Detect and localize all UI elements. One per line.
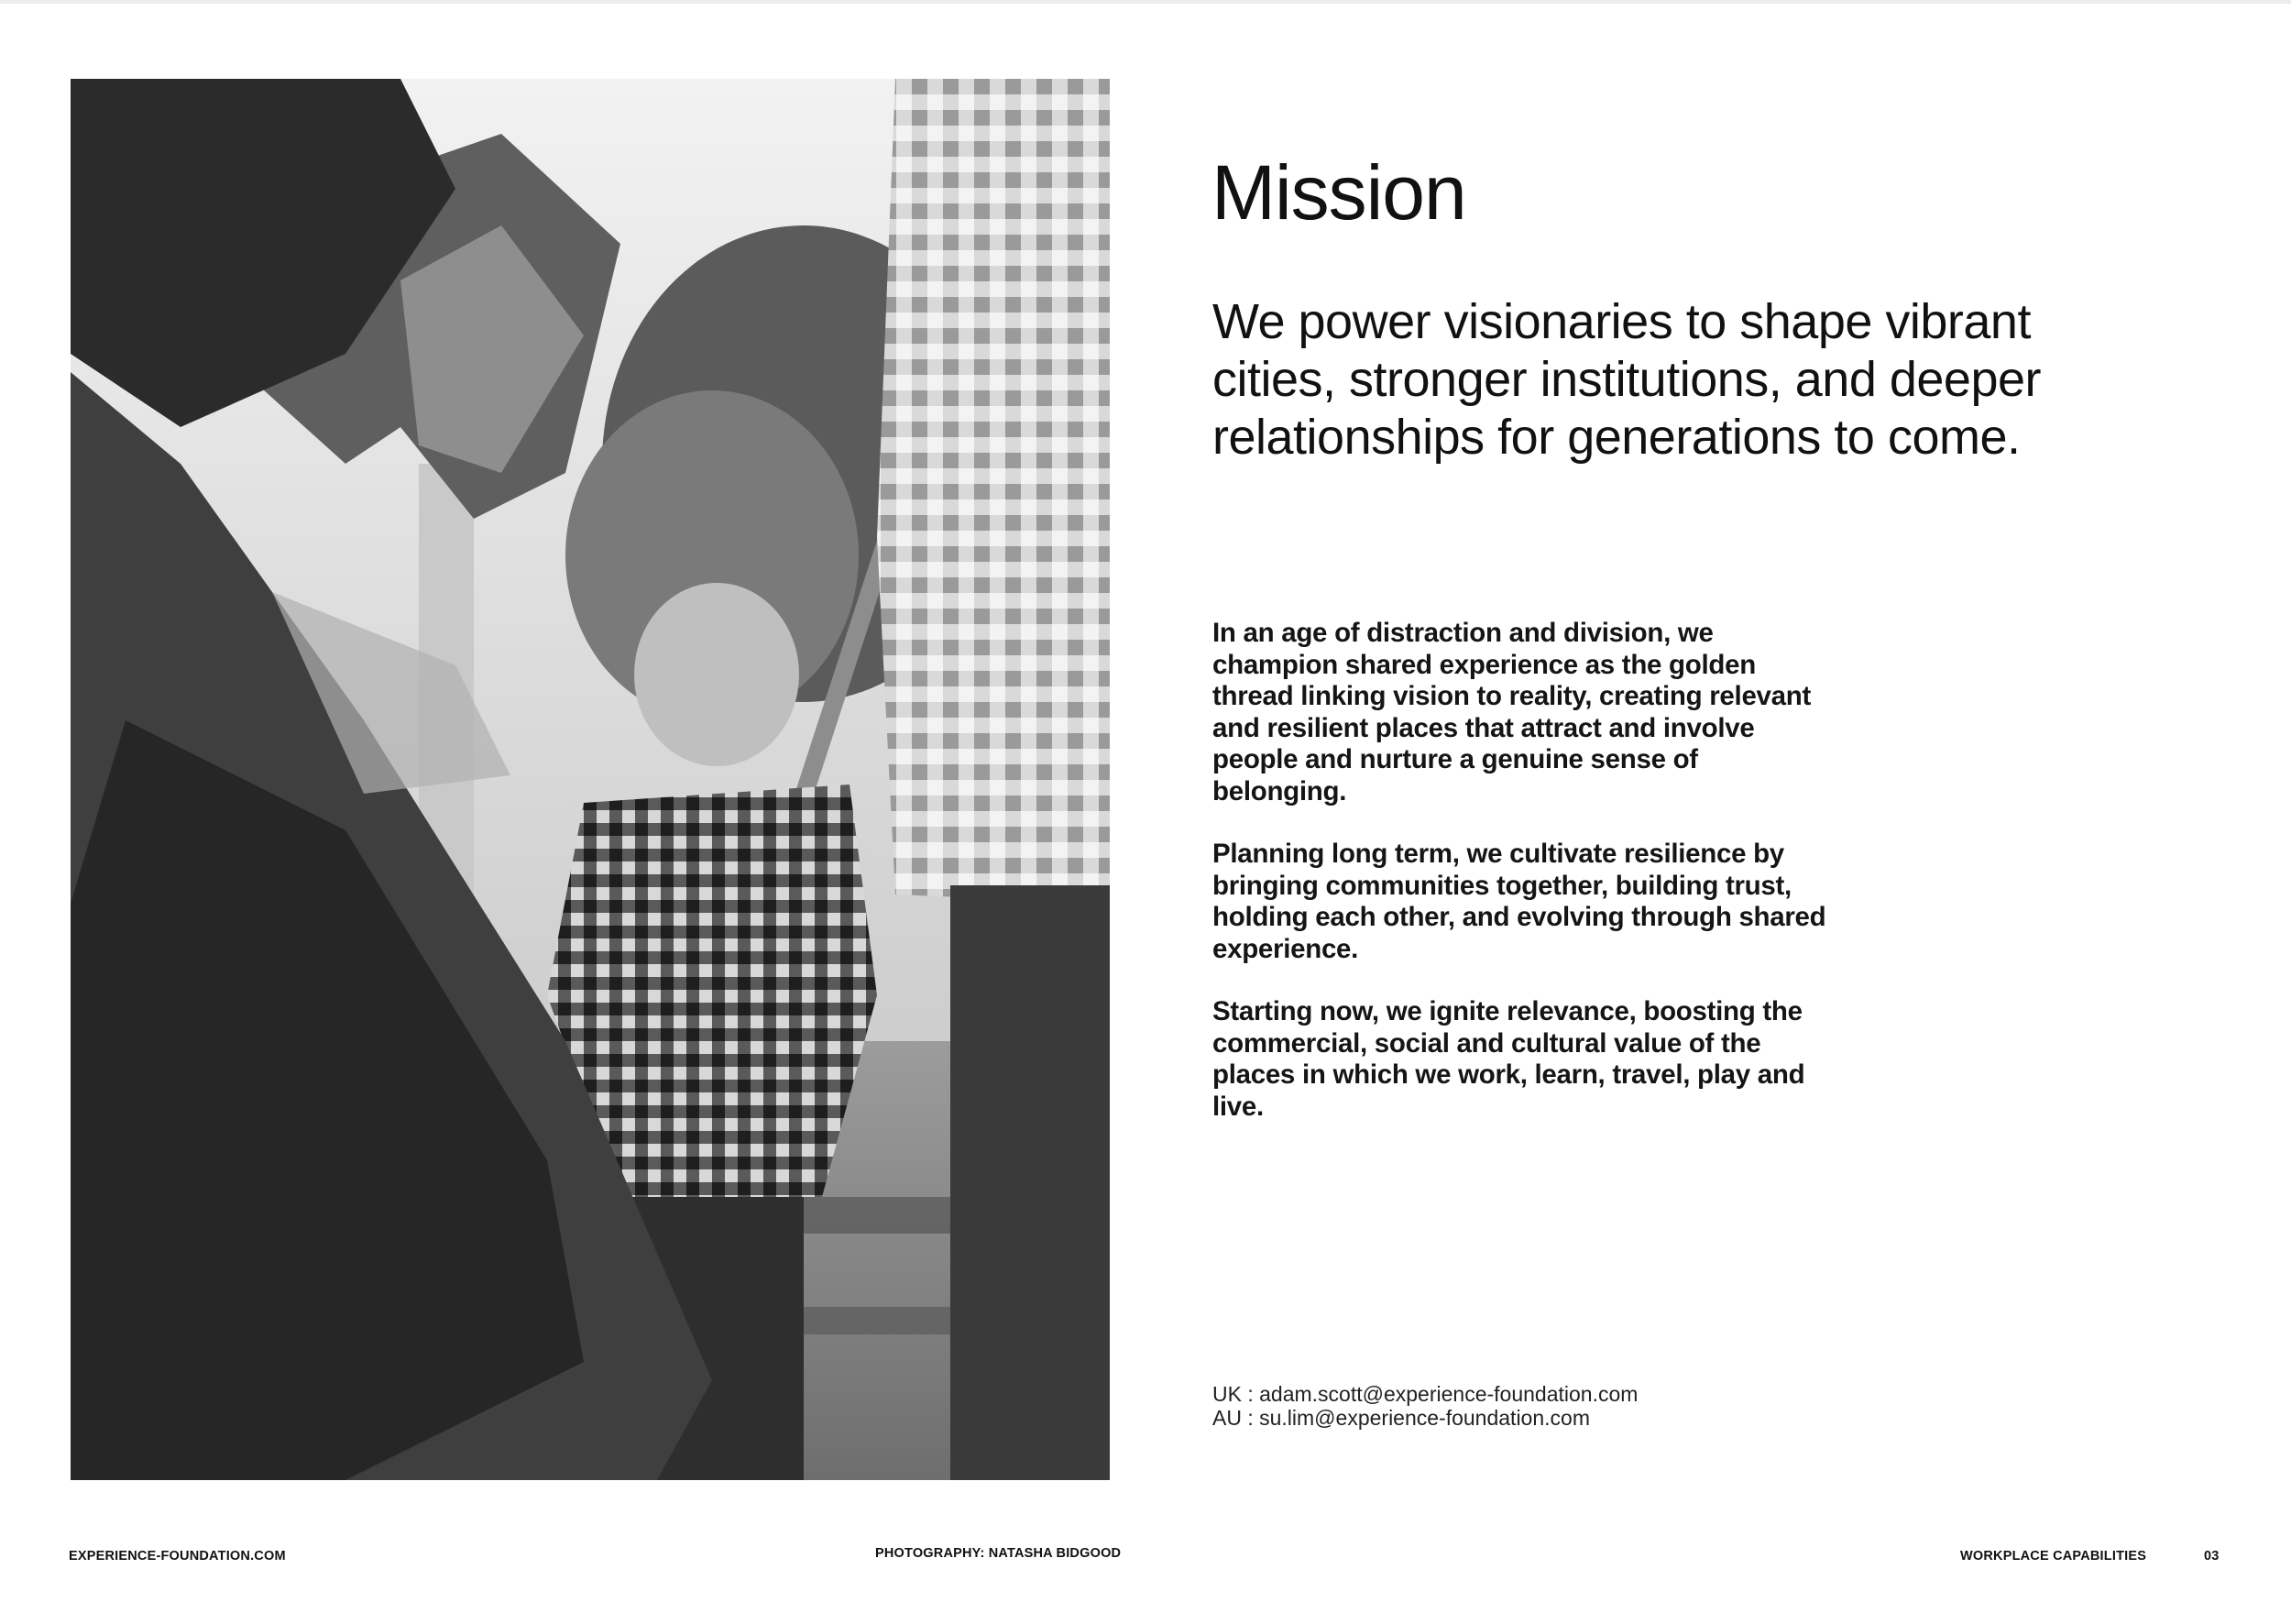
body-paragraph: In an age of distraction and division, we champion shared experience as the golden thread linking vision to reality, creating relevant and resilient places that attract and involve people and nurture a genuine sense of belonging. — [1212, 618, 1812, 807]
photo-children-playing — [71, 79, 1110, 1480]
body-paragraph: Planning long term, we cultivate resilience by bringing communities together, building trust, holding each other, and evolving through shared experience. — [1212, 839, 1826, 964]
footer-page-number: 03 — [2204, 1549, 2220, 1564]
contact-uk[interactable]: UK : adam.scott@experience-foundation.com — [1212, 1382, 1639, 1406]
body-copy — [1212, 618, 1836, 1154]
mission-statement: We power visionaries to shape vibrant cities, stronger institutions, and deeper relationships for generations to come. — [1212, 294, 2042, 465]
body-paragraph: Starting now, we ignite relevance, boosting the commercial, social and cultural value of the places in which we work, learn, travel, play and live. — [1212, 996, 1805, 1122]
page-title: Mission — [1211, 149, 1466, 236]
footer-section-title: WORKPLACE CAPABILITIES — [1960, 1549, 2147, 1564]
footer-website-link[interactable]: EXPERIENCE-FOUNDATION.COM — [69, 1549, 286, 1564]
footer-photo-credit: PHOTOGRAPHY: NATASHA BIDGOOD — [875, 1546, 1122, 1561]
contact-list — [1212, 1382, 1638, 1430]
contact-au[interactable]: AU : su.lim@experience-foundation.com — [1212, 1406, 1590, 1430]
photo-illustration — [71, 79, 1110, 1480]
